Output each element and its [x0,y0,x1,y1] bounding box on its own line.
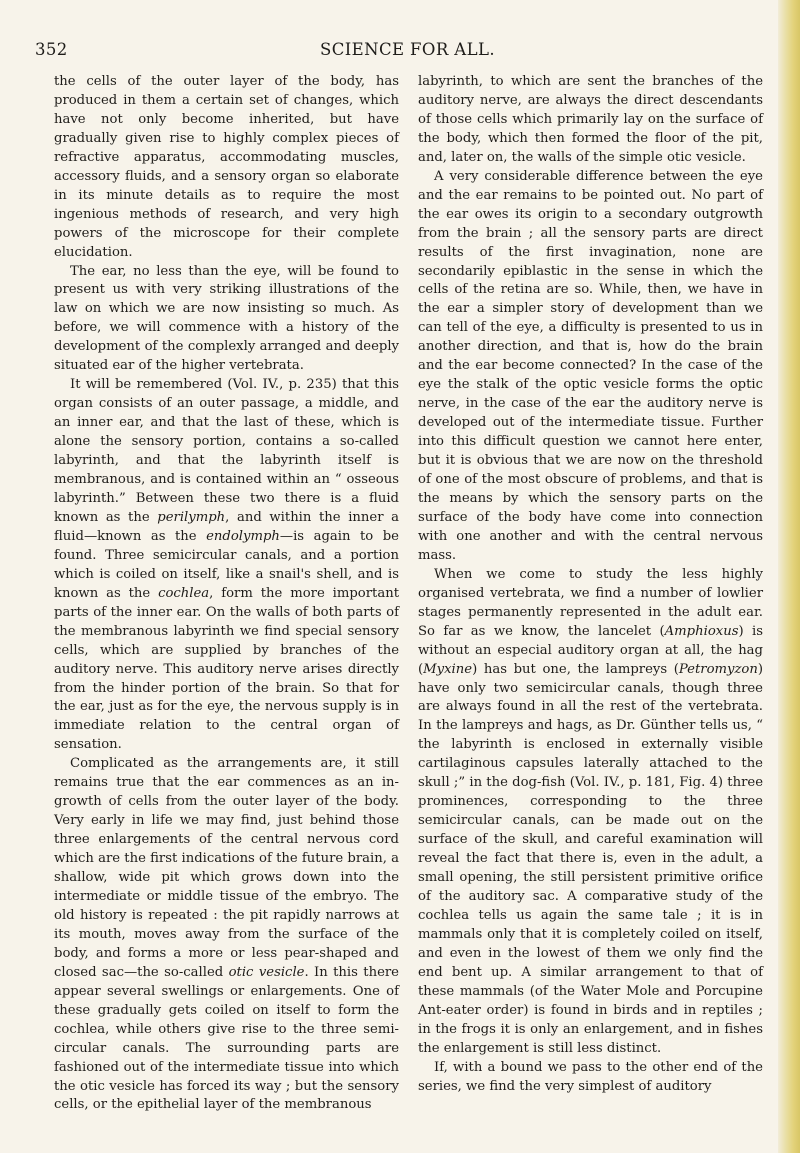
left-column [54,73,399,1115]
paragraph [418,566,763,1059]
text-run: If, with a bound we pass to the other end of the series, we find the very simplest of auditory [418,1059,763,1094]
paragraph [54,755,399,1115]
text-run: ) has but one, the lampreys ( [472,661,679,677]
paragraph [54,73,399,263]
text-run: labyrinth, to which are sent the branches of the auditory nerve, are always the direct descendants of those cells which primarily lay on the surface of the body, which then formed the floor of the pit, and, later on, the walls of the simple otic vesicle. [418,74,763,165]
italic-term: perilymph [157,509,226,525]
running-title: SCIENCE FOR ALL. [320,40,495,59]
right-column [418,73,763,1096]
text-run: . In this there appear several swellings or enlargements. One of these gradually gets coiled on itself to form the cochlea, while others give rise to the three semi-circular canals. The surrounding parts are fashioned out of the intermediate tissue into which the otic vesicle has forced its way ; but the sensory cells, or the epithelial layer of the membranous [54,964,399,1113]
text-run: , form the more important parts of the inner ear. On the walls of both parts of the membranous labyrinth we find special sensory cells, which are supplied by branches of the auditory nerve. This auditory nerve arises directly from the hinder portion of the brain. So that for the ear, just as for the eye, the nervous supply is in immediate relation to the central organ of sensation. [54,585,399,753]
text-run: A very considerable difference between the eye and the ear remains to be pointed out. No part of the ear owes its origin to a secondary outgrowth from the brain ; all the sensory parts are direct results of the first invagination, none are secondarily epiblastic in the sense in which the cells of the retina are so. While, then, we have in the ear a simpler story of development than we can tell of the eye, a difficulty is presented to us in another direction, and that is, how do the brain and the ear become connected? In the case of the eye the stalk of the optic vesicle forms the optic nerve, in the case of the ear the auditory nerve is developed out of the intermediate tissue. Further into this difficult question we cannot here enter, but it is obvious that we are now on the threshold of one of the most obscure of problems, and that is the means by which the sensory parts on the surface of the body have come into connection with one another and with the central nervous mass. [418,168,763,563]
page-number: 352 [35,40,68,59]
text-run: ) have only two semicircular canals, though three are always found in all the rest of the vertebrata. In the lampreys and hags, as Dr. Günther tells us, “ the labyrinth is enclosed in externally visible cartilaginous capsules laterally attached to the skull ;” in the dog-fish (Vol. IV., p. 181, Fig. 4) three prominences, corresponding to the three semicircular canals, can be made out on the surface of the skull, and careful examination will reveal the fact that there is, even in the adult, a small opening, the still persistent primitive orifice of the auditory sac. A comparative study of the cochlea tells us again the same tale ; it is in mammals only that it is completely coiled on itself, and even in the lowest of them we only find the end bent up. A similar arrangement to that of these mammals (of the Water Mole and Porcupine Ant-eater order) is found in birds and in reptiles ; in the frogs it is only an enlargement, and in fishes the enlargement is still less distinct. [418,661,763,1056]
italic-term: Petromyzon [678,661,758,677]
paragraph [418,168,763,566]
text-run: Complicated as the arrangements are, it still remains true that the ear commences as an in-growth of cells from the outer layer of the body. Very early in life we may find, just behind those three enlargements of the central nervous cord which are the first indications of the future brain, a shallow, wide pit which grows down into the intermediate or middle tissue of the embryo. The old history is repeated : the pit rapidly narrows at its mouth, moves away from the surface of the body, and forms a more or less pear-shaped and closed sac—the so-called [54,756,399,980]
italic-term: Myxine [423,661,473,677]
text-run: When we come to study the less highly organised vertebrata, we find a number of lowlier stages permanently represented in the adult ear. So far as we know, the lancelet ( [418,566,763,639]
page-edge [778,0,800,1153]
page-header [35,40,780,70]
text-run: , and within the inner a fluid—known as the [54,509,400,544]
paragraph [418,73,763,168]
italic-term: Amphioxus [664,623,739,639]
paragraph [418,1059,763,1097]
text-run: the cells of the outer layer of the body, has produced in them a certain set of changes, which have not only become inherited, but have gradually given rise to highly complex pieces of refractive apparatus, accommodating muscles, accessory fluids, and a sensory organ so elaborate in its minute details as to require the most ingenious methods of research, and very high powers of the microscope for their complete elucidation. [54,74,399,260]
italic-term: otic vesicle [228,964,305,980]
italic-term: cochlea [158,585,210,601]
text-run: ) is without an especial auditory organ at all, the hag ( [418,623,763,677]
text-run: The ear, no less than the eye, will be found to present us with very striking illustrations of the law on which we are now insisting so much. As before, we will commence with a history of the development of the complexly arranged and deeply situated ear of the higher vertebrata. [54,263,399,374]
italic-term: endolymph [206,528,280,544]
text-run: —is again to be found. Three semicircular canals, and a portion which is coiled on itself, like a snail's shell, and is known as the [54,528,399,601]
paragraph [54,376,399,755]
text-run: It will be remembered (Vol. IV., p. 235) that this organ consists of an outer passage, a middle, and an inner ear, and that the last of these, which is alone the sensory portion, contains a so-called labyrinth, and that the labyrinth itself is membranous, and is contained within an “ osseous labyrinth.” Between these two there is a fluid known as the [54,377,399,525]
paragraph [54,263,399,377]
